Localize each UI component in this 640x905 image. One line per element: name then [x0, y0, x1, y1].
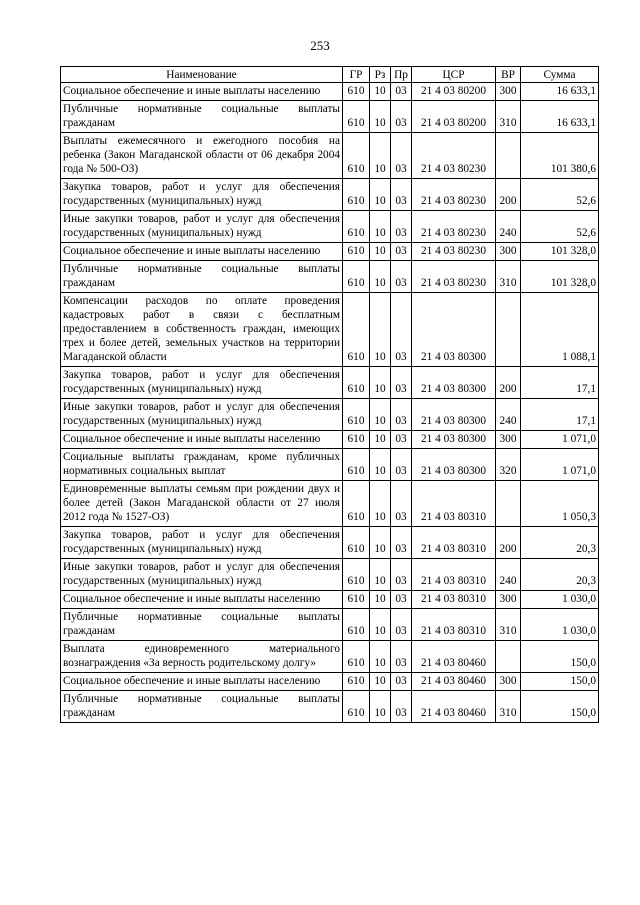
cell-sum: 1 030,0: [521, 609, 599, 641]
cell-pr: 03: [391, 261, 412, 293]
cell-name: Социальное обеспечение и иные выплаты населению: [61, 591, 343, 609]
cell-name: Закупка товаров, работ и услуг для обеспечения государственных (муниципальных) нужд: [61, 527, 343, 559]
table-row: [61, 179, 599, 211]
cell-rz: 10: [370, 101, 391, 133]
cell-vr: 200: [496, 527, 521, 559]
column-header-csr: ЦСР: [412, 67, 496, 83]
table-row: [61, 133, 599, 179]
cell-gr: 610: [343, 527, 370, 559]
cell-vr: 300: [496, 83, 521, 101]
cell-pr: 03: [391, 431, 412, 449]
cell-gr: 610: [343, 481, 370, 527]
cell-pr: 03: [391, 211, 412, 243]
cell-pr: 03: [391, 559, 412, 591]
cell-gr: 610: [343, 133, 370, 179]
cell-name: Публичные нормативные социальные выплаты гражданам: [61, 261, 343, 293]
cell-rz: 10: [370, 431, 391, 449]
cell-pr: 03: [391, 481, 412, 527]
cell-gr: 610: [343, 179, 370, 211]
column-header-name: Наименование: [61, 67, 343, 83]
cell-name: Социальное обеспечение и иные выплаты населению: [61, 83, 343, 101]
cell-csr: 21 4 03 80300: [412, 293, 496, 367]
cell-vr: 310: [496, 261, 521, 293]
cell-csr: 21 4 03 80310: [412, 591, 496, 609]
table-row: [61, 83, 599, 101]
cell-rz: 10: [370, 261, 391, 293]
cell-gr: 610: [343, 641, 370, 673]
cell-sum: 101 328,0: [521, 243, 599, 261]
cell-vr: [496, 133, 521, 179]
cell-sum: 150,0: [521, 641, 599, 673]
cell-rz: 10: [370, 609, 391, 641]
cell-csr: 21 4 03 80300: [412, 449, 496, 481]
cell-vr: 300: [496, 431, 521, 449]
cell-pr: 03: [391, 527, 412, 559]
cell-sum: 16 633,1: [521, 83, 599, 101]
cell-csr: 21 4 03 80300: [412, 399, 496, 431]
table-row: [61, 449, 599, 481]
cell-pr: 03: [391, 399, 412, 431]
cell-rz: 10: [370, 673, 391, 691]
cell-csr: 21 4 03 80230: [412, 261, 496, 293]
cell-csr: 21 4 03 80200: [412, 101, 496, 133]
cell-gr: 610: [343, 293, 370, 367]
cell-name: Иные закупки товаров, работ и услуг для обеспечения государственных (муниципальных) нужд: [61, 211, 343, 243]
cell-rz: 10: [370, 399, 391, 431]
cell-sum: 1 030,0: [521, 591, 599, 609]
cell-rz: 10: [370, 367, 391, 399]
cell-name: Иные закупки товаров, работ и услуг для обеспечения государственных (муниципальных) нужд: [61, 559, 343, 591]
cell-rz: 10: [370, 83, 391, 101]
cell-csr: 21 4 03 80310: [412, 559, 496, 591]
cell-sum: 17,1: [521, 367, 599, 399]
cell-name: Выплата единовременного материального вознаграждения «За верность родительскому долгу»: [61, 641, 343, 673]
cell-vr: [496, 293, 521, 367]
cell-vr: 240: [496, 559, 521, 591]
cell-csr: 21 4 03 80230: [412, 243, 496, 261]
cell-rz: 10: [370, 559, 391, 591]
table-row: [61, 243, 599, 261]
cell-gr: 610: [343, 673, 370, 691]
cell-rz: 10: [370, 449, 391, 481]
table-row: [61, 591, 599, 609]
cell-vr: 300: [496, 673, 521, 691]
table-row: [61, 399, 599, 431]
cell-vr: 310: [496, 609, 521, 641]
cell-csr: 21 4 03 80310: [412, 527, 496, 559]
cell-vr: [496, 641, 521, 673]
table-row: [61, 367, 599, 399]
cell-gr: 610: [343, 101, 370, 133]
cell-sum: 150,0: [521, 691, 599, 723]
cell-sum: 101 328,0: [521, 261, 599, 293]
cell-gr: 610: [343, 591, 370, 609]
cell-name: Компенсации расходов по оплате проведения кадастровых работ в связи с бесплатным предоставлением в собственность граждан, имеющих трех и более детей, земельных участков на территории Магаданской области: [61, 293, 343, 367]
table-header-row: [61, 67, 599, 83]
cell-vr: [496, 481, 521, 527]
budget-table: [60, 66, 599, 723]
cell-sum: 1 088,1: [521, 293, 599, 367]
cell-rz: 10: [370, 591, 391, 609]
cell-rz: 10: [370, 133, 391, 179]
cell-pr: 03: [391, 83, 412, 101]
cell-pr: 03: [391, 609, 412, 641]
cell-rz: 10: [370, 691, 391, 723]
cell-pr: 03: [391, 641, 412, 673]
cell-gr: 610: [343, 399, 370, 431]
cell-name: Социальное обеспечение и иные выплаты населению: [61, 673, 343, 691]
cell-gr: 610: [343, 367, 370, 399]
cell-gr: 610: [343, 243, 370, 261]
cell-rz: 10: [370, 481, 391, 527]
cell-name: Единовременные выплаты семьям при рождении двух и более детей (Закон Магаданской области от 27 июля 2012 года № 1527-ОЗ): [61, 481, 343, 527]
cell-csr: 21 4 03 80310: [412, 609, 496, 641]
cell-name: Публичные нормативные социальные выплаты гражданам: [61, 691, 343, 723]
column-header-gr: ГР: [343, 67, 370, 83]
cell-pr: 03: [391, 179, 412, 211]
cell-gr: 610: [343, 449, 370, 481]
cell-sum: 1 050,3: [521, 481, 599, 527]
column-header-rz: Рз: [370, 67, 391, 83]
table-row: [61, 609, 599, 641]
cell-vr: 300: [496, 591, 521, 609]
cell-sum: 101 380,6: [521, 133, 599, 179]
cell-sum: 1 071,0: [521, 449, 599, 481]
table-row: [61, 431, 599, 449]
cell-sum: 52,6: [521, 179, 599, 211]
table-row: [61, 691, 599, 723]
cell-name: Социальные выплаты гражданам, кроме публичных нормативных социальных выплат: [61, 449, 343, 481]
cell-name: Социальное обеспечение и иные выплаты населению: [61, 431, 343, 449]
table-row: [61, 641, 599, 673]
cell-csr: 21 4 03 80460: [412, 673, 496, 691]
cell-pr: 03: [391, 243, 412, 261]
cell-vr: 200: [496, 179, 521, 211]
cell-sum: 17,1: [521, 399, 599, 431]
cell-sum: 16 633,1: [521, 101, 599, 133]
table-row: [61, 527, 599, 559]
cell-name: Публичные нормативные социальные выплаты гражданам: [61, 101, 343, 133]
table-row: [61, 673, 599, 691]
cell-pr: 03: [391, 449, 412, 481]
cell-rz: 10: [370, 527, 391, 559]
cell-vr: 310: [496, 691, 521, 723]
cell-csr: 21 4 03 80460: [412, 691, 496, 723]
table-row: [61, 261, 599, 293]
cell-sum: 150,0: [521, 673, 599, 691]
cell-rz: 10: [370, 179, 391, 211]
cell-name: Закупка товаров, работ и услуг для обеспечения государственных (муниципальных) нужд: [61, 179, 343, 211]
table-row: [61, 293, 599, 367]
column-header-pr: Пр: [391, 67, 412, 83]
table-row: [61, 211, 599, 243]
cell-csr: 21 4 03 80230: [412, 179, 496, 211]
cell-vr: 300: [496, 243, 521, 261]
cell-name: Закупка товаров, работ и услуг для обеспечения государственных (муниципальных) нужд: [61, 367, 343, 399]
cell-gr: 610: [343, 559, 370, 591]
cell-csr: 21 4 03 80300: [412, 431, 496, 449]
cell-vr: 200: [496, 367, 521, 399]
cell-csr: 21 4 03 80230: [412, 211, 496, 243]
cell-rz: 10: [370, 293, 391, 367]
cell-pr: 03: [391, 293, 412, 367]
cell-rz: 10: [370, 641, 391, 673]
cell-pr: 03: [391, 591, 412, 609]
page-number: 253: [310, 38, 330, 53]
cell-gr: 610: [343, 609, 370, 641]
table-row: [61, 481, 599, 527]
cell-pr: 03: [391, 101, 412, 133]
cell-name: Социальное обеспечение и иные выплаты населению: [61, 243, 343, 261]
cell-csr: 21 4 03 80310: [412, 481, 496, 527]
cell-csr: 21 4 03 80230: [412, 133, 496, 179]
cell-name: Выплаты ежемесячного и ежегодного пособия на ребенка (Закон Магаданской области от 06 декабря 2004 года № 500-ОЗ): [61, 133, 343, 179]
cell-gr: 610: [343, 261, 370, 293]
cell-csr: 21 4 03 80300: [412, 367, 496, 399]
cell-gr: 610: [343, 211, 370, 243]
cell-vr: 240: [496, 211, 521, 243]
cell-vr: 240: [496, 399, 521, 431]
column-header-sum: Сумма: [521, 67, 599, 83]
column-header-vr: ВР: [496, 67, 521, 83]
table-row: [61, 559, 599, 591]
cell-csr: 21 4 03 80200: [412, 83, 496, 101]
cell-gr: 610: [343, 691, 370, 723]
cell-vr: 310: [496, 101, 521, 133]
cell-name: Публичные нормативные социальные выплаты гражданам: [61, 609, 343, 641]
cell-sum: 1 071,0: [521, 431, 599, 449]
cell-csr: 21 4 03 80460: [412, 641, 496, 673]
cell-sum: 20,3: [521, 559, 599, 591]
cell-sum: 52,6: [521, 211, 599, 243]
cell-rz: 10: [370, 243, 391, 261]
cell-gr: 610: [343, 431, 370, 449]
cell-pr: 03: [391, 673, 412, 691]
cell-gr: 610: [343, 83, 370, 101]
cell-pr: 03: [391, 133, 412, 179]
cell-pr: 03: [391, 367, 412, 399]
cell-name: Иные закупки товаров, работ и услуг для обеспечения государственных (муниципальных) нужд: [61, 399, 343, 431]
cell-vr: 320: [496, 449, 521, 481]
cell-sum: 20,3: [521, 527, 599, 559]
cell-pr: 03: [391, 691, 412, 723]
table-row: [61, 101, 599, 133]
cell-rz: 10: [370, 211, 391, 243]
